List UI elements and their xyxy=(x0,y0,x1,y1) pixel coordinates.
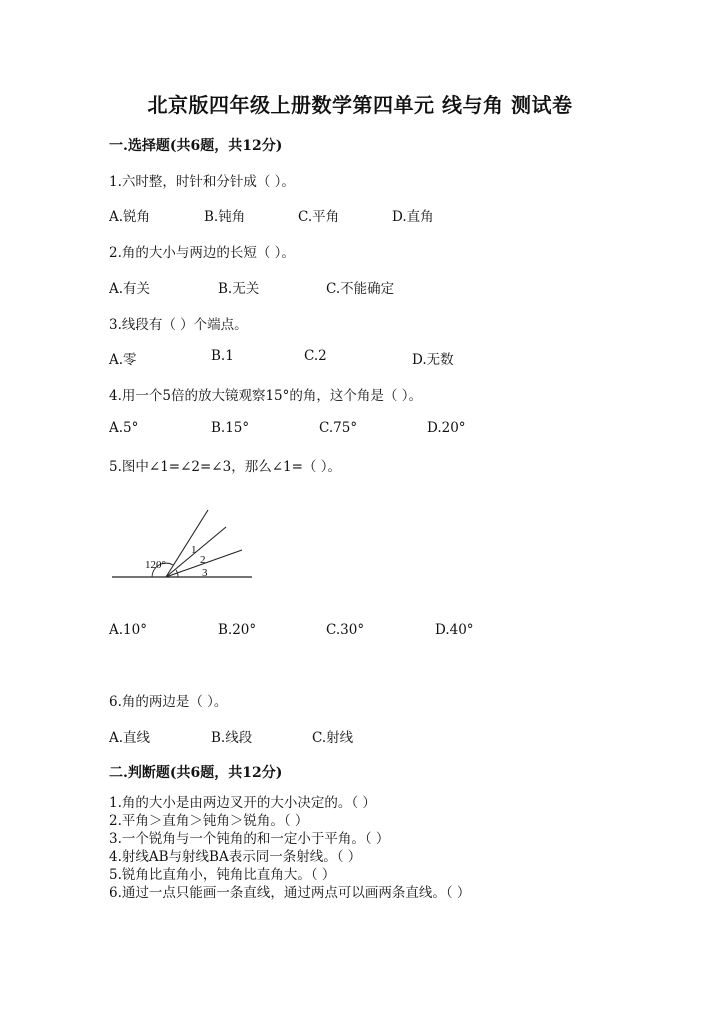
question-5-option-c: C.30° xyxy=(326,622,365,638)
question-5-option-d: D.40° xyxy=(435,622,474,638)
question-1-option-b: B.钝角 xyxy=(204,209,246,225)
question-4-stem: 4.用一个5倍的放大镜观察15°的角，这个角是（ ）。 xyxy=(109,388,422,404)
section-2-heading: 二.判断题(共6题，共12分) xyxy=(109,765,283,781)
judge-item-6: 6.通过一点只能画一条直线，通过两点可以画两条直线。（ ） xyxy=(109,885,471,901)
question-6-stem: 6.角的两边是（ ）。 xyxy=(109,694,228,710)
question-1-option-c: C.平角 xyxy=(298,209,340,225)
judge-item-5: 5.锐角比直角小，钝角比直角大。（ ） xyxy=(109,867,336,883)
judge-item-1: 1.角的大小是由两边叉开的大小决定的。（ ） xyxy=(109,795,376,811)
question-4-option-b: B.15° xyxy=(211,420,250,436)
question-6-option-c: C.射线 xyxy=(312,730,354,746)
judge-item-4: 4.射线AB与射线BA表示同一条射线。（ ） xyxy=(109,849,362,865)
question-4-option-a: A.5° xyxy=(109,420,139,436)
question-5-option-b: B.20° xyxy=(218,622,257,638)
figure-angle-120-label: 120° xyxy=(145,559,166,571)
judge-item-3: 3.一个锐角与一个钝角的和一定小于平角。（ ） xyxy=(109,831,390,847)
angle-figure xyxy=(108,505,258,585)
question-5-stem: 5.图中∠1=∠2=∠3，那么∠1=（ ）。 xyxy=(109,459,341,475)
figure-label-2: 2 xyxy=(200,554,206,566)
question-2-option-a: A.有关 xyxy=(109,281,151,297)
question-6-option-a: A.直线 xyxy=(109,730,151,746)
question-5-option-a: A.10° xyxy=(109,622,147,638)
question-3-option-c: C.2 xyxy=(304,348,327,364)
question-2-option-c: C.不能确定 xyxy=(326,281,395,297)
question-1-option-a: A.锐角 xyxy=(109,209,151,225)
question-3-stem: 3.线段有（ ）个端点。 xyxy=(109,317,248,333)
question-3-option-b: B.1 xyxy=(211,348,234,364)
question-6-option-b: B.线段 xyxy=(211,730,253,746)
figure-label-1: 1 xyxy=(191,544,197,556)
judge-item-2: 2.平角＞直角＞钝角＞锐角。（ ） xyxy=(109,813,309,829)
figure-label-3: 3 xyxy=(202,567,208,579)
question-1-stem: 1.六时整，时针和分针成（ ）。 xyxy=(109,174,295,190)
question-1-option-d: D.直角 xyxy=(392,209,434,225)
question-4-option-c: C.75° xyxy=(319,420,358,436)
question-2-option-b: B.无关 xyxy=(218,281,260,297)
question-3-option-d: D.无数 xyxy=(412,352,454,368)
question-2-stem: 2.角的大小与两边的长短（ ）。 xyxy=(109,245,295,261)
question-3-option-a: A.零 xyxy=(109,352,137,368)
question-4-option-d: D.20° xyxy=(427,420,466,436)
section-1-heading: 一.选择题(共6题，共12分) xyxy=(109,138,283,154)
page-title: 北京版四年级上册数学第四单元 线与角 测试卷 xyxy=(147,93,573,117)
